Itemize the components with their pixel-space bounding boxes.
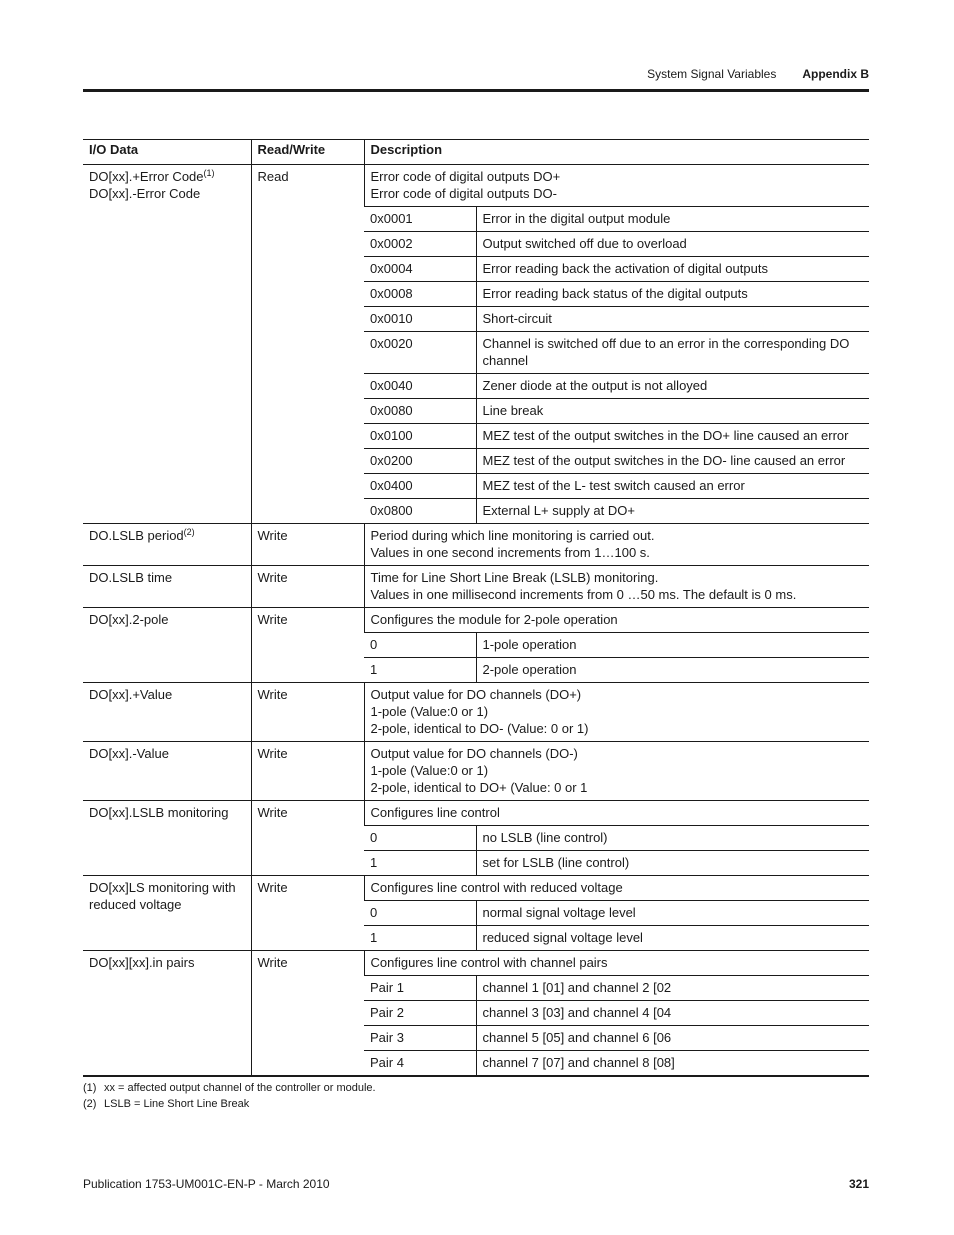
value-code-cell: 0x0020 — [364, 332, 476, 374]
value-code-cell: 0x0200 — [364, 449, 476, 474]
value-meaning-cell: Channel is switched off due to an error in the corresponding DO channel — [476, 332, 869, 374]
value-meaning-cell: Zener diode at the output is not alloyed — [476, 374, 869, 399]
read-write-cell: Read — [251, 165, 364, 524]
description-line: Configures line control — [370, 805, 500, 820]
footnote-text: LSLB = Line Short Line Break — [104, 1098, 250, 1110]
io-data-line — [89, 527, 245, 544]
appendix-label: Appendix B — [802, 67, 869, 81]
page-number: 321 — [848, 1177, 869, 1191]
description-cell — [364, 165, 869, 207]
header-rule — [83, 89, 869, 92]
read-write-cell: Write — [251, 524, 364, 566]
description-line: Period during which line monitoring is carried out. — [370, 528, 655, 543]
io-data-table — [83, 139, 869, 1077]
io-data-line — [89, 879, 245, 913]
value-meaning-cell: channel 7 [07] and channel 8 [08] — [476, 1051, 869, 1077]
description-cell — [364, 566, 869, 608]
value-code-cell: 1 — [364, 851, 476, 876]
value-meaning-cell: MEZ test of the output switches in the DO+ line caused an error — [476, 424, 869, 449]
value-code-cell: 0x0002 — [364, 232, 476, 257]
io-data-line — [89, 611, 245, 628]
value-meaning-cell: 2-pole operation — [476, 658, 869, 683]
value-code-cell: 0 — [364, 826, 476, 851]
io-data-line — [89, 686, 245, 703]
io-data-text: DO[xx]LS monitoring with reduced voltage — [89, 880, 236, 912]
io-data-cell — [83, 801, 251, 876]
table-body — [83, 165, 869, 1077]
value-meaning-cell: set for LSLB (line control) — [476, 851, 869, 876]
table-row — [83, 524, 869, 566]
table-row — [83, 165, 869, 207]
io-data-cell — [83, 742, 251, 801]
footnote-number: (2) — [83, 1098, 97, 1110]
io-data-cell — [83, 524, 251, 566]
io-data-line — [89, 804, 245, 821]
description-line: Values in one second increments from 1…100 s. — [370, 545, 650, 560]
description-cell — [364, 524, 869, 566]
col-header-description: Description — [364, 140, 869, 165]
read-write-cell: Write — [251, 608, 364, 683]
table-row — [83, 566, 869, 608]
table-row — [83, 608, 869, 633]
value-meaning-cell: Error in the digital output module — [476, 207, 869, 232]
io-data-text: DO[xx][xx].in pairs — [89, 955, 195, 970]
table-row — [83, 742, 869, 801]
description-line: Configures line control with channel pairs — [370, 955, 608, 970]
table-row — [83, 876, 869, 901]
value-meaning-cell: reduced signal voltage level — [476, 926, 869, 951]
value-meaning-cell: normal signal voltage level — [476, 901, 869, 926]
description-line: Configures the module for 2-pole operation — [370, 612, 618, 627]
value-code-cell: 0x0004 — [364, 257, 476, 282]
description-cell — [364, 742, 869, 801]
description-line: 1-pole (Value:0 or 1) — [370, 763, 489, 778]
footnote-ref: (1) — [203, 168, 215, 178]
io-data-text: DO[xx].+Error Code — [89, 169, 204, 184]
read-write-cell: Write — [251, 801, 364, 876]
value-code-cell: Pair 2 — [364, 1001, 476, 1026]
value-meaning-cell: channel 3 [03] and channel 4 [04 — [476, 1001, 869, 1026]
description-cell — [364, 608, 869, 633]
value-code-cell: 0x0800 — [364, 499, 476, 524]
table-header-row — [83, 140, 869, 165]
io-data-text: DO[xx].2-pole — [89, 612, 169, 627]
value-code-cell: 0x0040 — [364, 374, 476, 399]
value-code-cell: 0x0001 — [364, 207, 476, 232]
io-data-cell — [83, 683, 251, 742]
io-data-cell — [83, 566, 251, 608]
col-header-read-write: Read/Write — [251, 140, 364, 165]
description-line: Configures line control with reduced voltage — [370, 880, 623, 895]
description-line: Values in one millisecond increments from 0 …50 ms. The default is 0 ms. — [370, 587, 797, 602]
description-line: Output value for DO channels (DO+) — [370, 687, 582, 702]
io-data-cell — [83, 951, 251, 1077]
read-write-cell: Write — [251, 876, 364, 951]
value-meaning-cell: no LSLB (line control) — [476, 826, 869, 851]
col-header-io-data: I/O Data — [83, 140, 251, 165]
value-code-cell: 0x0008 — [364, 282, 476, 307]
description-line: 2-pole, identical to DO+ (Value: 0 or 1 — [370, 780, 588, 795]
io-data-line — [89, 745, 245, 762]
value-code-cell: 1 — [364, 926, 476, 951]
io-data-cell — [83, 608, 251, 683]
io-data-text: DO[xx].-Error Code — [89, 186, 201, 201]
running-header — [83, 66, 869, 82]
table-row — [83, 683, 869, 742]
io-data-text: DO[xx].+Value — [89, 687, 173, 702]
value-meaning-cell: MEZ test of the L- test switch caused an error — [476, 474, 869, 499]
io-data-line — [89, 185, 245, 202]
value-code-cell: Pair 1 — [364, 976, 476, 1001]
value-meaning-cell: Error reading back status of the digital outputs — [476, 282, 869, 307]
value-meaning-cell: MEZ test of the output switches in the DO- line caused an error — [476, 449, 869, 474]
read-write-cell: Write — [251, 566, 364, 608]
io-data-cell — [83, 165, 251, 524]
io-data-text: DO.LSLB time — [89, 570, 173, 585]
value-code-cell: Pair 3 — [364, 1026, 476, 1051]
description-line: Time for Line Short Line Break (LSLB) monitoring. — [370, 570, 659, 585]
table-row — [83, 801, 869, 826]
footnote-ref: (2) — [183, 527, 195, 537]
value-meaning-cell: Line break — [476, 399, 869, 424]
publication-id: Publication 1753-UM001C-EN-P - March 2010 — [83, 1177, 330, 1191]
value-code-cell: 0 — [364, 633, 476, 658]
value-code-cell: 0x0080 — [364, 399, 476, 424]
description-cell — [364, 951, 869, 976]
description-line: Error code of digital outputs DO+ — [370, 169, 561, 184]
read-write-cell: Write — [251, 951, 364, 1077]
io-data-text: DO[xx].-Value — [89, 746, 169, 761]
io-data-text: DO.LSLB period — [89, 528, 184, 543]
value-code-cell: Pair 4 — [364, 1051, 476, 1077]
footnote-number: (1) — [83, 1082, 97, 1094]
read-write-cell: Write — [251, 683, 364, 742]
value-meaning-cell: channel 1 [01] and channel 2 [02 — [476, 976, 869, 1001]
io-data-line — [89, 954, 245, 971]
description-line: 2-pole, identical to DO- (Value: 0 or 1) — [370, 721, 589, 736]
value-meaning-cell: External L+ supply at DO+ — [476, 499, 869, 524]
value-code-cell: 0 — [364, 901, 476, 926]
value-meaning-cell: 1-pole operation — [476, 633, 869, 658]
description-line: 1-pole (Value:0 or 1) — [370, 704, 489, 719]
section-title: System Signal Variables — [647, 67, 777, 81]
value-meaning-cell: Short-circuit — [476, 307, 869, 332]
value-meaning-cell: Output switched off due to overload — [476, 232, 869, 257]
io-data-text: DO[xx].LSLB monitoring — [89, 805, 229, 820]
io-data-cell — [83, 876, 251, 951]
description-cell — [364, 876, 869, 901]
page-footer — [83, 1176, 869, 1192]
value-code-cell: 0x0100 — [364, 424, 476, 449]
value-code-cell: 1 — [364, 658, 476, 683]
io-data-line — [89, 569, 245, 586]
value-meaning-cell: channel 5 [05] and channel 6 [06 — [476, 1026, 869, 1051]
footnote-2 — [83, 1097, 869, 1111]
value-code-cell: 0x0400 — [364, 474, 476, 499]
description-line: Output value for DO channels (DO-) — [370, 746, 578, 761]
description-line: Error code of digital outputs DO- — [370, 186, 557, 201]
io-data-line — [89, 168, 245, 185]
footnote-1 — [83, 1081, 869, 1095]
read-write-cell: Write — [251, 742, 364, 801]
description-cell — [364, 683, 869, 742]
value-meaning-cell: Error reading back the activation of digital outputs — [476, 257, 869, 282]
description-cell — [364, 801, 869, 826]
value-code-cell: 0x0010 — [364, 307, 476, 332]
table-row — [83, 951, 869, 976]
footnote-text: xx = affected output channel of the controller or module. — [104, 1082, 376, 1094]
